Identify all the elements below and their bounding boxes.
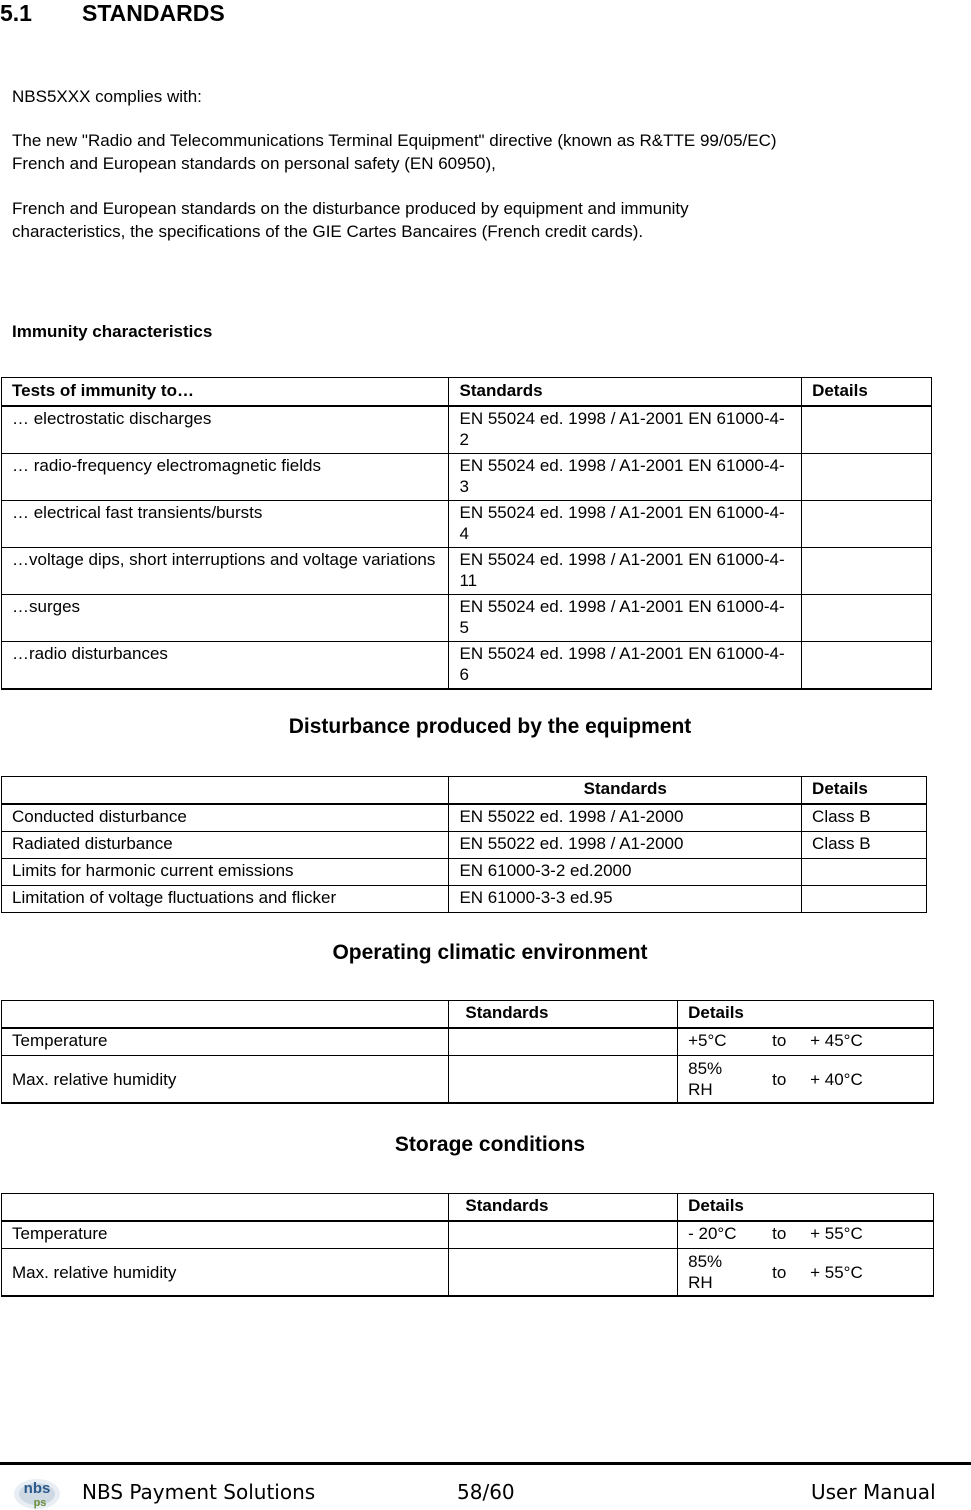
details-cell xyxy=(802,886,927,913)
footer-company: NBS Payment Solutions xyxy=(82,1480,316,1504)
footer-divider xyxy=(0,1462,971,1465)
table-header-row xyxy=(2,1194,934,1222)
range-from: 85% RH xyxy=(688,1252,723,1292)
table-row xyxy=(2,1249,934,1297)
details-cell xyxy=(802,501,932,548)
column-header: Standards xyxy=(449,777,802,805)
standard-cell: EN 61000-3-3 ed.95 xyxy=(449,886,802,913)
item-cell: Max. relative humidity xyxy=(2,1249,449,1297)
details-cell xyxy=(678,1249,934,1297)
climatic-table xyxy=(1,1000,934,1104)
table-row xyxy=(2,886,927,913)
details-cell xyxy=(678,1028,934,1056)
details-cell: Class B xyxy=(802,832,927,859)
range-max: + 55°C xyxy=(810,1224,863,1243)
range-max: + 55°C xyxy=(810,1262,863,1282)
item-cell: Temperature xyxy=(2,1028,449,1056)
item-cell: Limitation of voltage fluctuations and flicker xyxy=(2,886,449,913)
standard-cell: EN 55024 ed. 1998 / A1-2001 EN 61000-4-4 xyxy=(449,501,802,548)
standard-cell: EN 55022 ed. 1998 / A1-2000 xyxy=(449,804,802,832)
page-footer xyxy=(0,1470,971,1510)
column-header xyxy=(2,1001,449,1029)
intro-line: The new "Radio and Telecommunications Terminal Equipment" directive (known as R&TTE 99/05/EC) xyxy=(12,131,777,150)
svg-text:ps: ps xyxy=(33,1497,47,1509)
details-cell xyxy=(802,548,932,595)
section-number: 5.1 xyxy=(0,0,32,26)
range-from: 85% RH xyxy=(688,1059,723,1099)
disturbance-title: Disturbance produced by the equipment xyxy=(288,715,692,738)
standard-cell: EN 55024 ed. 1998 / A1-2001 EN 61000-4-5 xyxy=(449,595,802,642)
details-cell xyxy=(802,595,932,642)
range-to: to xyxy=(772,1031,787,1050)
standard-cell xyxy=(449,1221,678,1249)
intro-line: French and European standards on the disturbance produced by equipment and immunity xyxy=(12,199,689,218)
disturbance-table xyxy=(1,776,927,913)
column-header: Standards xyxy=(449,1194,678,1222)
column-header: Standards xyxy=(449,1001,678,1029)
range-max: + 45°C xyxy=(810,1031,863,1050)
range-to: to xyxy=(772,1262,787,1282)
column-header: Details xyxy=(678,1194,934,1222)
standard-cell xyxy=(449,1249,678,1297)
range-to: to xyxy=(772,1069,787,1089)
standard-cell xyxy=(449,1028,678,1056)
storage-table xyxy=(1,1193,934,1297)
item-cell: Limits for harmonic current emissions xyxy=(2,859,449,886)
test-cell: … electrostatic discharges xyxy=(2,406,449,454)
range-to: to xyxy=(772,1224,787,1243)
column-header: Tests of immunity to… xyxy=(2,378,449,407)
standard-cell xyxy=(449,1056,678,1104)
storage-title: Storage conditions xyxy=(394,1133,586,1156)
test-cell: …radio disturbances xyxy=(2,642,449,690)
table-row xyxy=(2,1028,934,1056)
immunity-subtitle: Immunity characteristics xyxy=(12,322,213,341)
details-cell xyxy=(802,859,927,886)
standard-cell: EN 55022 ed. 1998 / A1-2000 xyxy=(449,832,802,859)
footer-page-number: 58/60 xyxy=(457,1480,515,1504)
column-header: Details xyxy=(678,1001,934,1029)
test-cell: …surges xyxy=(2,595,449,642)
table-row xyxy=(2,832,927,859)
table-row xyxy=(2,804,927,832)
table-row xyxy=(2,859,927,886)
column-header xyxy=(2,1194,449,1222)
standard-cell: EN 55024 ed. 1998 / A1-2001 EN 61000-4-2 xyxy=(449,406,802,454)
test-cell: … radio-frequency electromagnetic fields xyxy=(2,454,449,501)
intro-line: French and European standards on personal safety (EN 60950), xyxy=(12,154,496,173)
table-row xyxy=(2,501,932,548)
table-row xyxy=(2,1056,934,1104)
table-row xyxy=(2,642,932,690)
standard-cell: EN 55024 ed. 1998 / A1-2001 EN 61000-4-11 xyxy=(449,548,802,595)
details-cell xyxy=(802,406,932,454)
footer-document: User Manual xyxy=(811,1480,936,1504)
standard-cell: EN 55024 ed. 1998 / A1-2001 EN 61000-4-6 xyxy=(449,642,802,690)
details-cell xyxy=(802,454,932,501)
climatic-title: Operating climatic environment xyxy=(332,941,648,964)
item-cell: Temperature xyxy=(2,1221,449,1249)
section-heading xyxy=(0,0,225,26)
intro-line: characteristics, the specifications of the GIE Cartes Bancaires (French credit cards). xyxy=(12,222,644,241)
item-cell: Radiated disturbance xyxy=(2,832,449,859)
table-row xyxy=(2,595,932,642)
table-row xyxy=(2,454,932,501)
intro-line: NBS5XXX complies with: xyxy=(12,87,202,106)
item-cell: Max. relative humidity xyxy=(2,1056,449,1104)
table-header-row xyxy=(2,777,927,805)
range-from: - 20°C xyxy=(688,1224,737,1243)
table-header-row xyxy=(2,1001,934,1029)
column-header: Details xyxy=(802,378,932,407)
svg-text:nbs: nbs xyxy=(23,1480,51,1497)
table-row xyxy=(2,1221,934,1249)
details-cell: Class B xyxy=(802,804,927,832)
range-from: +5°C xyxy=(688,1031,727,1050)
details-cell xyxy=(678,1221,934,1249)
details-cell xyxy=(678,1056,934,1104)
table-row xyxy=(2,406,932,454)
immunity-table xyxy=(1,377,932,690)
test-cell: … electrical fast transients/bursts xyxy=(2,501,449,548)
item-cell: Conducted disturbance xyxy=(2,804,449,832)
test-cell: …voltage dips, short interruptions and voltage variations xyxy=(2,548,449,595)
column-header xyxy=(2,777,449,805)
standard-cell: EN 61000-3-2 ed.2000 xyxy=(449,859,802,886)
table-header-row xyxy=(2,378,932,407)
range-max: + 40°C xyxy=(810,1069,863,1089)
column-header: Standards xyxy=(449,378,802,407)
section-title: STANDARDS xyxy=(82,0,225,26)
column-header: Details xyxy=(802,777,927,805)
table-row xyxy=(2,548,932,595)
standard-cell: EN 55024 ed. 1998 / A1-2001 EN 61000-4-3 xyxy=(449,454,802,501)
details-cell xyxy=(802,642,932,690)
